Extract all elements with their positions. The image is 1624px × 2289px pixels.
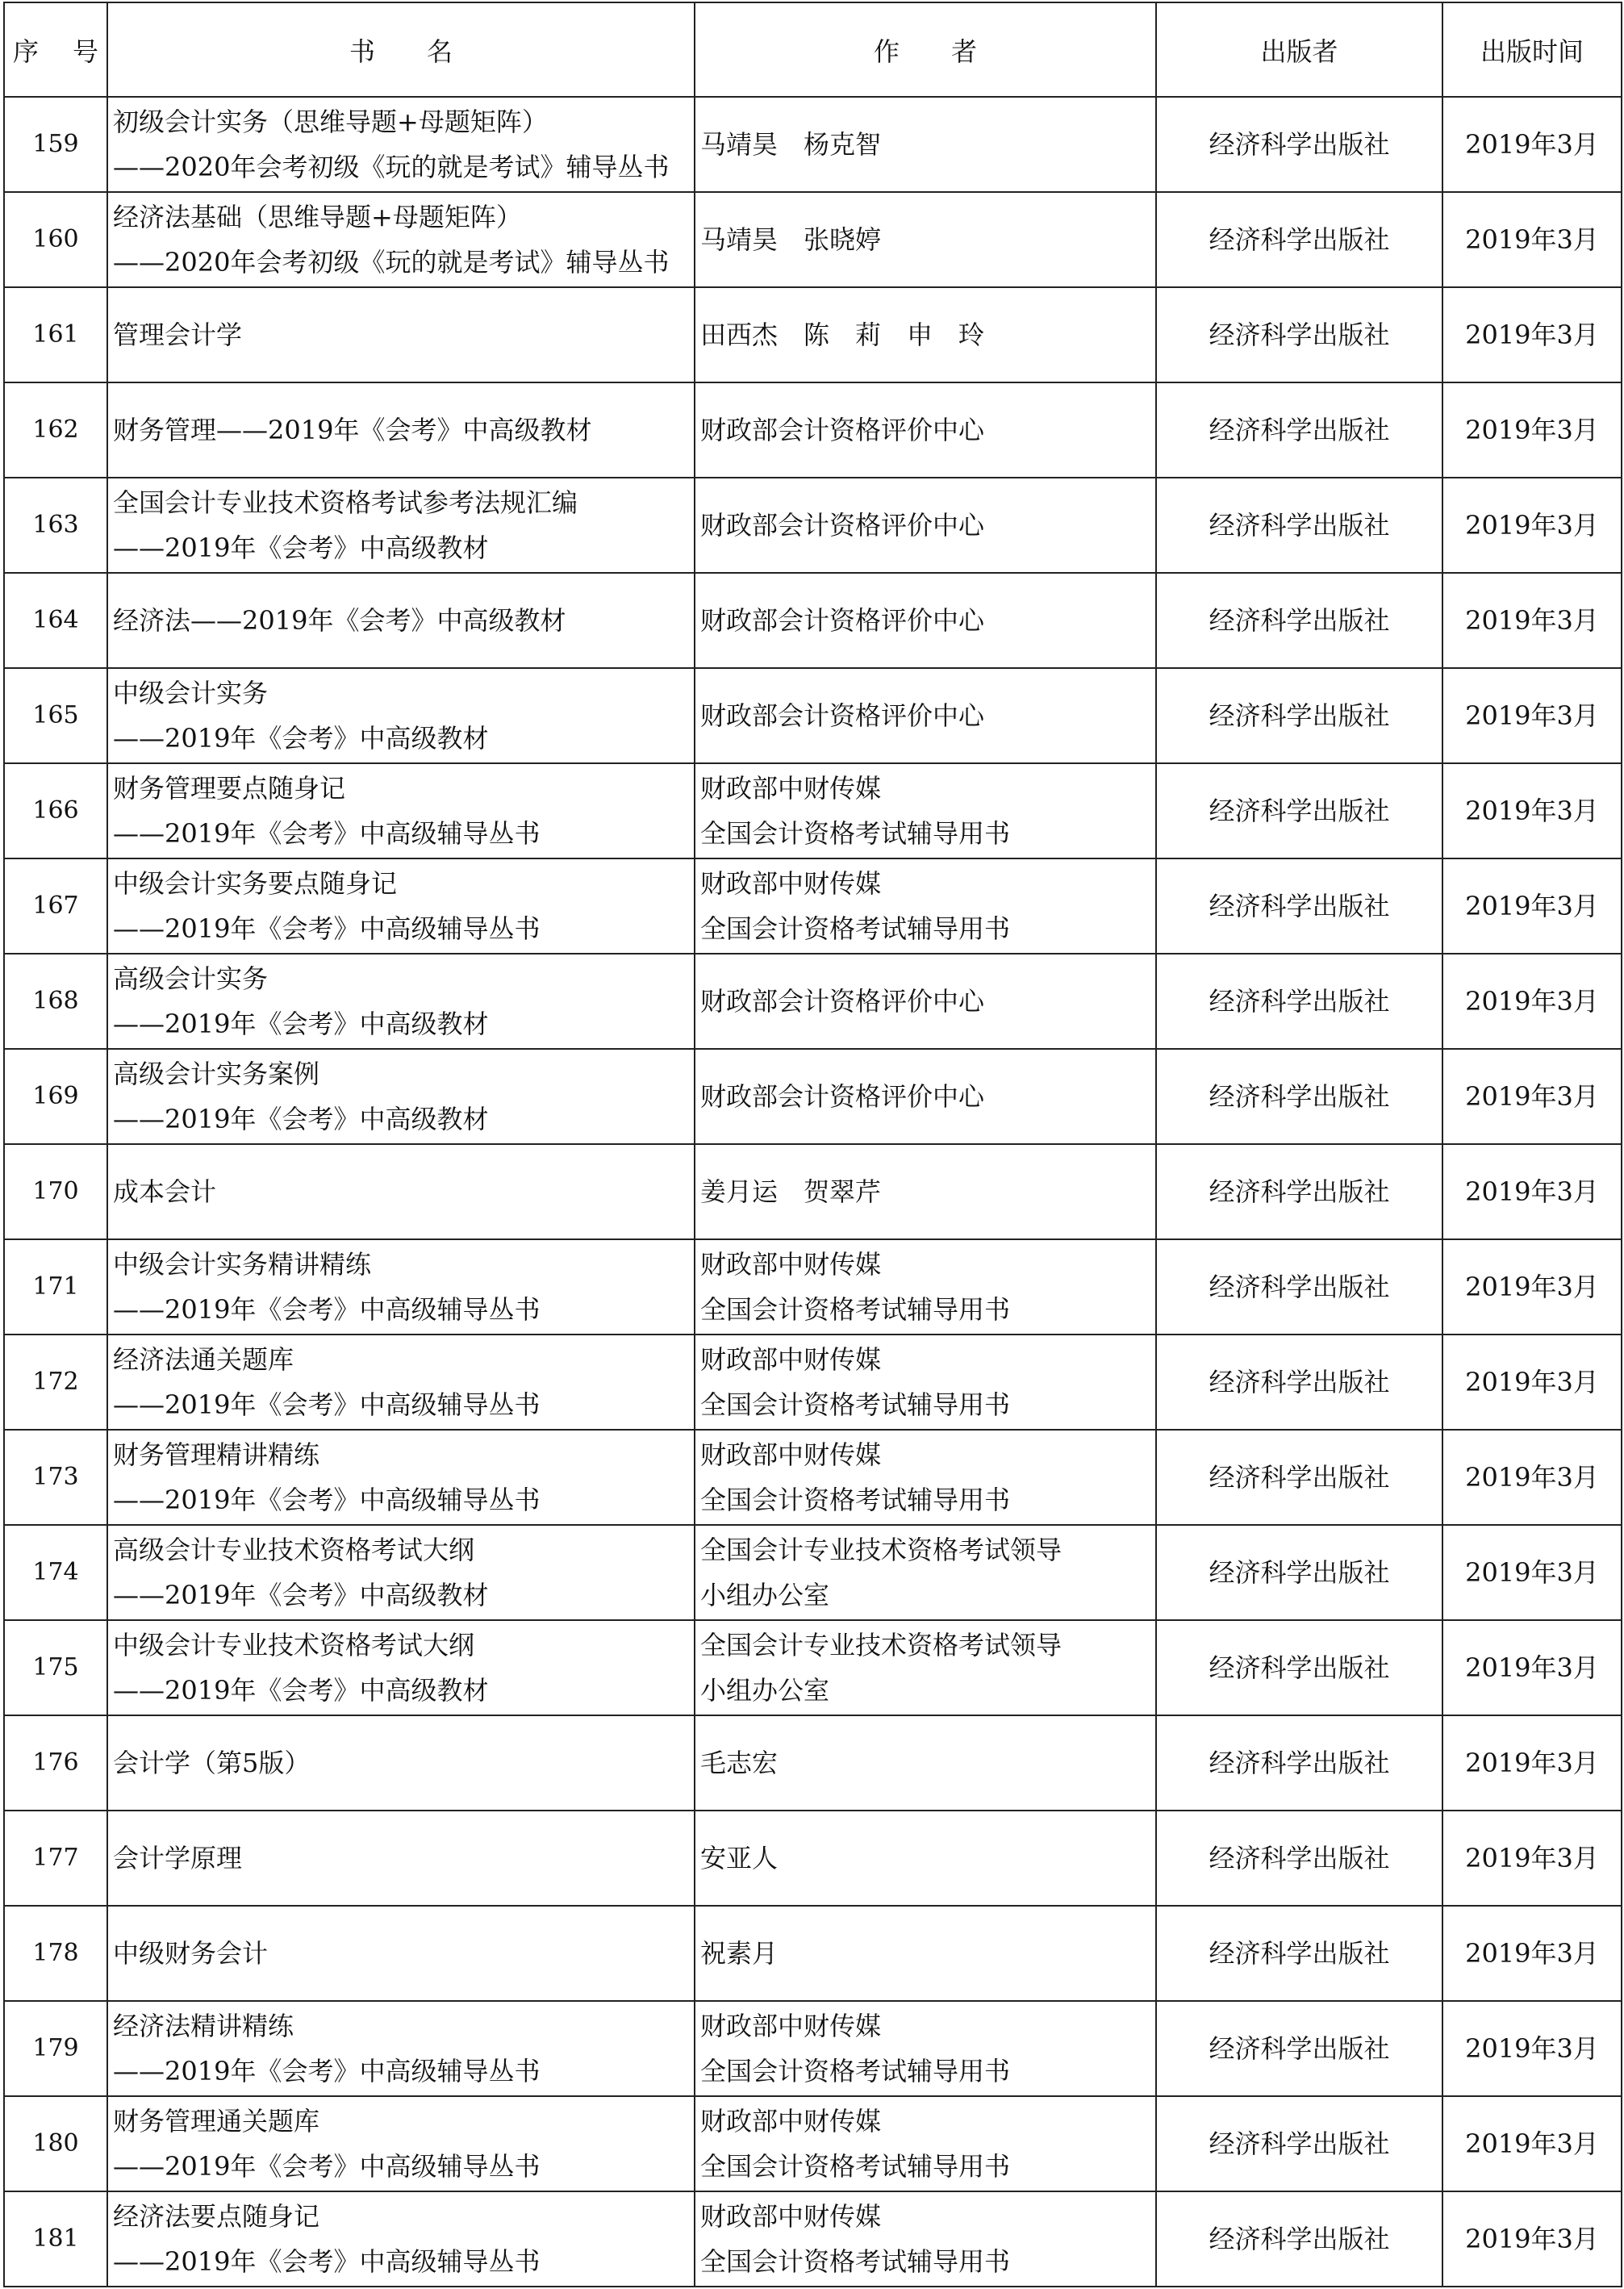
cell-author (695, 1906, 1156, 2001)
cell-seq: 167 (4, 858, 107, 954)
title-line: 初级会计实务（思维导题+母题矩阵） (113, 107, 548, 137)
cell-title (107, 2001, 695, 2096)
table-row (4, 1715, 1622, 1811)
table-row (4, 1620, 1622, 1715)
title-line: 经济法精讲精练 (113, 2011, 294, 2041)
author-line: 财政部会计资格评价中心 (700, 986, 985, 1017)
cell-date: 2019年3月 (1442, 287, 1622, 382)
cell-title (107, 1335, 695, 1430)
cell-title (107, 2096, 695, 2191)
cell-date: 2019年3月 (1442, 573, 1622, 668)
title-line: 高级会计实务 (113, 963, 269, 994)
cell-author (695, 954, 1156, 1049)
cell-publisher: 经济科学出版社 (1156, 287, 1442, 382)
header-title: 书 名 (107, 2, 695, 97)
author-line: 财政部会计资格评价中心 (700, 700, 985, 731)
cell-author (695, 2001, 1156, 2096)
cell-title (107, 2191, 695, 2287)
author-line: 全国会计资格考试辅导用书 (700, 2056, 1011, 2086)
cell-author (695, 1335, 1156, 1430)
author-line: 马靖昊 杨克智 (700, 129, 882, 160)
cell-date: 2019年3月 (1442, 97, 1622, 192)
title-line: 中级会计专业技术资格考试大纲 (113, 1630, 475, 1660)
cell-date: 2019年3月 (1442, 1525, 1622, 1620)
title-line: 高级会计专业技术资格考试大纲 (113, 1535, 475, 1565)
cell-title (107, 1144, 695, 1239)
cell-date: 2019年3月 (1442, 478, 1622, 573)
author-line: 财政部会计资格评价中心 (700, 1081, 985, 1112)
cell-seq: 170 (4, 1144, 107, 1239)
title-line: ——2019年《会考》中高级辅导丛书 (113, 1485, 541, 1515)
table-row (4, 1811, 1622, 1906)
cell-title (107, 1811, 695, 1906)
author-line: 财政部中财传媒 (700, 1439, 882, 1470)
author-line: 财政部中财传媒 (700, 868, 882, 899)
cell-author (695, 1239, 1156, 1335)
title-line: ——2020年会考初级《玩的就是考试》辅导丛书 (113, 247, 670, 278)
cell-publisher: 经济科学出版社 (1156, 1525, 1442, 1620)
cell-publisher: 经济科学出版社 (1156, 1049, 1442, 1144)
cell-title (107, 1620, 695, 1715)
cell-date: 2019年3月 (1442, 1715, 1622, 1811)
cell-author (695, 1525, 1156, 1620)
cell-date: 2019年3月 (1442, 1430, 1622, 1525)
cell-title (107, 668, 695, 763)
table-row (4, 1906, 1622, 2001)
cell-seq: 175 (4, 1620, 107, 1715)
title-line: 经济法——2019年《会考》中高级教材 (113, 605, 566, 636)
cell-seq: 162 (4, 382, 107, 478)
author-line: 田西杰 陈 莉 申 玲 (700, 320, 985, 350)
cell-publisher: 经济科学出版社 (1156, 1811, 1442, 1906)
cell-publisher: 经济科学出版社 (1156, 2001, 1442, 2096)
title-line: 中级财务会计 (113, 1938, 269, 1969)
cell-title (107, 763, 695, 858)
cell-publisher: 经济科学出版社 (1156, 1620, 1442, 1715)
cell-author (695, 573, 1156, 668)
title-line: 财务管理通关题库 (113, 2106, 320, 2137)
title-line: 财务管理——2019年《会考》中高级教材 (113, 415, 592, 445)
cell-publisher: 经济科学出版社 (1156, 1430, 1442, 1525)
cell-seq: 172 (4, 1335, 107, 1430)
cell-publisher: 经济科学出版社 (1156, 192, 1442, 287)
table-row (4, 1049, 1622, 1144)
cell-date: 2019年3月 (1442, 858, 1622, 954)
table-row (4, 1239, 1622, 1335)
author-line: 财政部会计资格评价中心 (700, 415, 985, 445)
table-row (4, 668, 1622, 763)
title-line: 经济法要点随身记 (113, 2201, 320, 2232)
cell-author (695, 1620, 1156, 1715)
title-line: ——2019年《会考》中高级辅导丛书 (113, 2246, 541, 2277)
author-line: 财政部中财传媒 (700, 2011, 882, 2041)
title-line: 成本会计 (113, 1176, 217, 1207)
header-date: 出版时间 (1442, 2, 1622, 97)
title-line: 财务管理精讲精练 (113, 1439, 320, 1470)
cell-author (695, 1430, 1156, 1525)
cell-author (695, 668, 1156, 763)
cell-date: 2019年3月 (1442, 382, 1622, 478)
cell-title (107, 1239, 695, 1335)
table-row (4, 478, 1622, 573)
title-line: 经济法基础（思维导题+母题矩阵） (113, 202, 522, 232)
title-line: ——2019年《会考》中高级教材 (113, 533, 489, 563)
cell-publisher: 经济科学出版社 (1156, 1335, 1442, 1430)
title-line: ——2019年《会考》中高级教材 (113, 1104, 489, 1134)
cell-title (107, 1715, 695, 1811)
cell-seq: 165 (4, 668, 107, 763)
author-line: 财政部会计资格评价中心 (700, 510, 985, 541)
cell-title (107, 573, 695, 668)
cell-seq: 168 (4, 954, 107, 1049)
cell-publisher: 经济科学出版社 (1156, 763, 1442, 858)
cell-seq: 169 (4, 1049, 107, 1144)
title-line: 财务管理要点随身记 (113, 773, 346, 804)
table-row (4, 954, 1622, 1049)
table-row (4, 1430, 1622, 1525)
cell-publisher: 经济科学出版社 (1156, 668, 1442, 763)
book-table (3, 2, 1622, 2287)
cell-seq: 177 (4, 1811, 107, 1906)
cell-seq: 176 (4, 1715, 107, 1811)
title-line: 中级会计实务精讲精练 (113, 1249, 372, 1280)
cell-publisher: 经济科学出版社 (1156, 1906, 1442, 2001)
author-line: 马靖昊 张晓婷 (700, 224, 882, 255)
table-row (4, 2096, 1622, 2191)
author-line: 小组办公室 (700, 1580, 830, 1610)
cell-seq: 173 (4, 1430, 107, 1525)
cell-date: 2019年3月 (1442, 1335, 1622, 1430)
title-line: 高级会计实务案例 (113, 1059, 320, 1089)
title-line: ——2019年《会考》中高级辅导丛书 (113, 1294, 541, 1325)
author-line: 全国会计专业技术资格考试领导 (700, 1535, 1062, 1565)
cell-title (107, 478, 695, 573)
author-line: 全国会计资格考试辅导用书 (700, 2246, 1011, 2277)
cell-title (107, 97, 695, 192)
header-author: 作 者 (695, 2, 1156, 97)
author-line: 全国会计资格考试辅导用书 (700, 1294, 1011, 1325)
cell-seq: 171 (4, 1239, 107, 1335)
author-line: 小组办公室 (700, 1675, 830, 1706)
cell-title (107, 1906, 695, 2001)
cell-title (107, 192, 695, 287)
cell-date: 2019年3月 (1442, 2096, 1622, 2191)
cell-date: 2019年3月 (1442, 1144, 1622, 1239)
title-line: 会计学原理 (113, 1843, 243, 1873)
cell-author (695, 1049, 1156, 1144)
cell-author (695, 382, 1156, 478)
cell-title (107, 858, 695, 954)
author-line: 全国会计资格考试辅导用书 (700, 1485, 1011, 1515)
cell-publisher: 经济科学出版社 (1156, 97, 1442, 192)
cell-author (695, 192, 1156, 287)
cell-publisher: 经济科学出版社 (1156, 478, 1442, 573)
cell-date: 2019年3月 (1442, 2001, 1622, 2096)
cell-author (695, 2096, 1156, 2191)
cell-seq: 164 (4, 573, 107, 668)
table-row (4, 2191, 1622, 2287)
cell-author (695, 287, 1156, 382)
table-row (4, 97, 1622, 192)
author-line: 全国会计资格考试辅导用书 (700, 818, 1011, 849)
cell-seq: 160 (4, 192, 107, 287)
table-row (4, 2001, 1622, 2096)
cell-title (107, 954, 695, 1049)
cell-author (695, 97, 1156, 192)
author-line: 祝素月 (700, 1938, 779, 1969)
author-line: 财政部中财传媒 (700, 773, 882, 804)
title-line: 管理会计学 (113, 320, 243, 350)
book-list-page (3, 2, 1621, 2287)
cell-publisher: 经济科学出版社 (1156, 382, 1442, 478)
table-body (4, 97, 1622, 2287)
cell-publisher: 经济科学出版社 (1156, 2191, 1442, 2287)
title-line: 中级会计实务 (113, 678, 269, 708)
cell-date: 2019年3月 (1442, 763, 1622, 858)
author-line: 财政部中财传媒 (700, 1344, 882, 1375)
cell-publisher: 经济科学出版社 (1156, 1144, 1442, 1239)
cell-author (695, 763, 1156, 858)
title-line: 会计学（第5版） (113, 1748, 311, 1778)
author-line: 全国会计专业技术资格考试领导 (700, 1630, 1062, 1660)
title-line: 经济法通关题库 (113, 1344, 294, 1375)
author-line: 姜月运 贺翠芹 (700, 1176, 882, 1207)
cell-author (695, 1811, 1156, 1906)
cell-title (107, 1430, 695, 1525)
cell-seq: 178 (4, 1906, 107, 2001)
title-line: ——2019年《会考》中高级教材 (113, 723, 489, 754)
table-header (4, 2, 1622, 97)
author-line: 财政部中财传媒 (700, 1249, 882, 1280)
cell-author (695, 1144, 1156, 1239)
cell-date: 2019年3月 (1442, 1906, 1622, 2001)
cell-date: 2019年3月 (1442, 192, 1622, 287)
cell-publisher: 经济科学出版社 (1156, 954, 1442, 1049)
cell-seq: 161 (4, 287, 107, 382)
title-line: ——2019年《会考》中高级教材 (113, 1675, 489, 1706)
cell-date: 2019年3月 (1442, 1620, 1622, 1715)
header-publisher: 出版者 (1156, 2, 1442, 97)
cell-date: 2019年3月 (1442, 954, 1622, 1049)
table-row (4, 382, 1622, 478)
cell-author (695, 478, 1156, 573)
title-line: ——2019年《会考》中高级教材 (113, 1009, 489, 1039)
cell-date: 2019年3月 (1442, 1239, 1622, 1335)
table-row (4, 858, 1622, 954)
author-line: 全国会计资格考试辅导用书 (700, 2151, 1011, 2182)
cell-publisher: 经济科学出版社 (1156, 2096, 1442, 2191)
title-line: ——2019年《会考》中高级辅导丛书 (113, 818, 541, 849)
title-line: ——2019年《会考》中高级教材 (113, 1580, 489, 1610)
cell-seq: 181 (4, 2191, 107, 2287)
cell-author (695, 2191, 1156, 2287)
author-line: 财政部中财传媒 (700, 2201, 882, 2232)
table-row (4, 1525, 1622, 1620)
cell-seq: 180 (4, 2096, 107, 2191)
author-line: 安亚人 (700, 1843, 779, 1873)
table-row (4, 573, 1622, 668)
table-row (4, 192, 1622, 287)
title-line: ——2019年《会考》中高级辅导丛书 (113, 1389, 541, 1420)
header-seq: 序 号 (4, 2, 107, 97)
cell-seq: 179 (4, 2001, 107, 2096)
author-line: 财政部中财传媒 (700, 2106, 882, 2137)
cell-publisher: 经济科学出版社 (1156, 573, 1442, 668)
cell-title (107, 1049, 695, 1144)
header-row (4, 2, 1622, 97)
cell-seq: 166 (4, 763, 107, 858)
cell-date: 2019年3月 (1442, 1811, 1622, 1906)
cell-publisher: 经济科学出版社 (1156, 1715, 1442, 1811)
cell-author (695, 858, 1156, 954)
cell-date: 2019年3月 (1442, 2191, 1622, 2287)
table-row (4, 1144, 1622, 1239)
table-row (4, 287, 1622, 382)
cell-date: 2019年3月 (1442, 1049, 1622, 1144)
title-line: ——2019年《会考》中高级辅导丛书 (113, 913, 541, 944)
cell-seq: 174 (4, 1525, 107, 1620)
title-line: ——2019年《会考》中高级辅导丛书 (113, 2151, 541, 2182)
author-line: 全国会计资格考试辅导用书 (700, 913, 1011, 944)
author-line: 毛志宏 (700, 1748, 779, 1778)
title-line: ——2020年会考初级《玩的就是考试》辅导丛书 (113, 152, 670, 182)
cell-seq: 163 (4, 478, 107, 573)
table-row (4, 763, 1622, 858)
cell-author (695, 1715, 1156, 1811)
cell-title (107, 1525, 695, 1620)
cell-title (107, 287, 695, 382)
cell-date: 2019年3月 (1442, 668, 1622, 763)
cell-publisher: 经济科学出版社 (1156, 1239, 1442, 1335)
author-line: 全国会计资格考试辅导用书 (700, 1389, 1011, 1420)
table-row (4, 1335, 1622, 1430)
title-line: 中级会计实务要点随身记 (113, 868, 398, 899)
cell-publisher: 经济科学出版社 (1156, 858, 1442, 954)
title-line: 全国会计专业技术资格考试参考法规汇编 (113, 487, 578, 518)
cell-title (107, 382, 695, 478)
title-line: ——2019年《会考》中高级辅导丛书 (113, 2056, 541, 2086)
author-line: 财政部会计资格评价中心 (700, 605, 985, 636)
cell-seq: 159 (4, 97, 107, 192)
